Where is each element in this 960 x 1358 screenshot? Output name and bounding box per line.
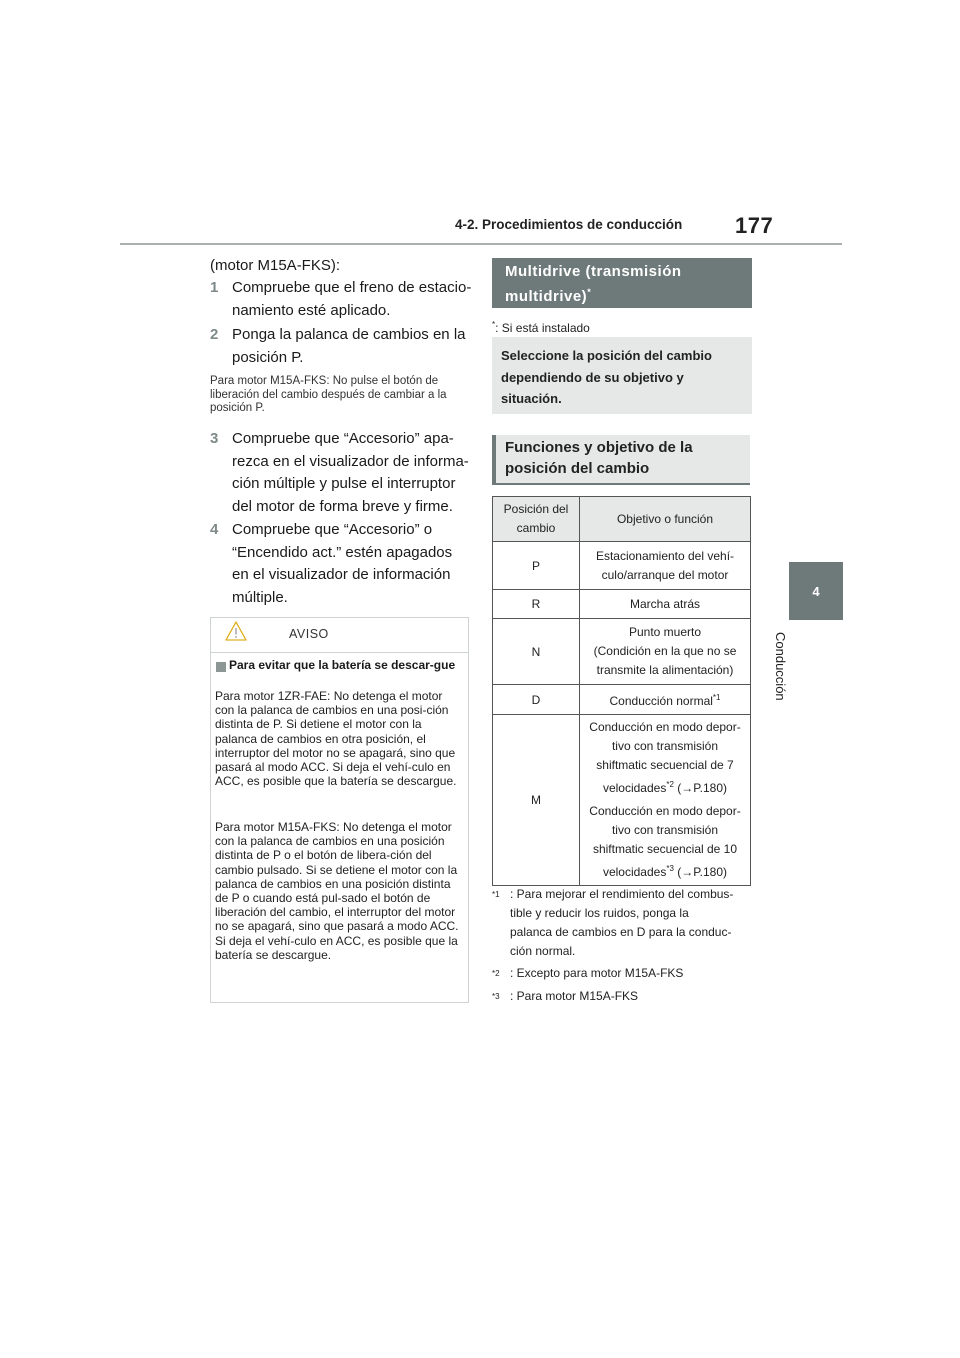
step-line: Compruebe que el freno de estacio- xyxy=(232,279,472,296)
footnote-key: *1 xyxy=(492,890,500,899)
function-line: shiftmatic secuencial de 7 xyxy=(596,758,734,772)
column-header-function: Objetivo o función xyxy=(580,497,751,542)
warning-heading: Para evitar que la batería se descar-gue xyxy=(229,658,456,672)
footnote-line: ción normal. xyxy=(510,944,576,958)
warning-header xyxy=(211,618,468,652)
step-line: rezca en el visualizador de informa- xyxy=(232,452,469,470)
footnote-mark: * xyxy=(587,287,592,297)
step-line: ción múltiple y pulse el interruptor xyxy=(232,475,456,492)
step-line: en el visualizador de información xyxy=(232,566,451,583)
gear-position-table xyxy=(492,496,751,886)
footnote-key: *2 xyxy=(492,969,500,978)
function-cell xyxy=(580,715,751,886)
table-row xyxy=(493,590,751,619)
footnote-key: *3 xyxy=(492,992,500,1001)
warning-divider xyxy=(211,652,468,653)
function-line: tivo con transmisión xyxy=(611,823,719,837)
footnote-line: : Excepto para motor M15A-FKS xyxy=(510,966,684,980)
step-number: 4 xyxy=(210,521,219,538)
step-line: del motor de forma breve y firme. xyxy=(232,497,453,515)
position-cell: D xyxy=(493,685,580,715)
function-cell xyxy=(580,685,751,715)
warning-paragraph-1: Para motor 1ZR-FAE: No detenga el motor con la palanca de cambios en una posi-ción distinta de P. Si detiene el motor con la palanca de cambios en otra posición, el interruptor del motor no se apagará, sino que pasará al modo ACC. Si deja el vehí-culo en ACC, es posible que la batería se descargue. xyxy=(215,689,457,789)
step-line: múltiple. xyxy=(232,588,288,606)
function-line: shiftmatic secuencial de 10 xyxy=(592,842,738,856)
function-line: (Condición en la que no se xyxy=(593,644,737,658)
select-line: situación. xyxy=(501,391,562,406)
table-header-row xyxy=(493,497,751,542)
step-number: 3 xyxy=(210,430,219,447)
install-note-text: : Si está instalado xyxy=(495,321,590,335)
install-note xyxy=(492,320,590,335)
select-line: Seleccione la posición del cambio xyxy=(501,348,712,363)
function-line: velocidades xyxy=(602,781,667,795)
footnote-mark: *3 xyxy=(666,864,674,873)
table-row xyxy=(493,619,751,685)
position-cell: N xyxy=(493,619,580,685)
footnote-line: : Para mejorar el rendimiento del combus- xyxy=(510,887,734,901)
function-line: Conducción normal xyxy=(609,694,713,708)
chapter-label-text: Conducción xyxy=(773,632,788,701)
function-line: Conducción en modo depor- xyxy=(589,804,741,818)
function-cell xyxy=(580,542,751,590)
function-cell: Marcha atrás xyxy=(580,590,751,619)
functions-title-line: Funciones y objetivo de la xyxy=(505,439,693,456)
step-line: Compruebe que “Accesorio” o xyxy=(232,521,433,538)
warning-title: AVISO xyxy=(289,627,329,641)
footnote-line: : Para motor M15A-FKS xyxy=(510,989,639,1003)
page-reference-link[interactable]: (→P.180) xyxy=(673,781,728,795)
chapter-tab[interactable]: 4 xyxy=(789,562,843,620)
functions-title-line: posición del cambio xyxy=(505,460,650,477)
function-line: culo/arranque del motor xyxy=(601,567,729,582)
step-line: namiento esté aplicado. xyxy=(232,301,391,319)
step-line: Compruebe que “Accesorio” apa- xyxy=(232,430,454,447)
table-row xyxy=(493,715,751,886)
multidrive-title-line-1: Multidrive (transmisión xyxy=(505,263,682,280)
warning-triangle-icon xyxy=(225,621,247,641)
function-line: tivo con transmisión xyxy=(611,739,719,753)
page-reference-link[interactable]: (→P.180) xyxy=(673,865,728,879)
footnote-line: tible y reducir los ruidos, ponga la xyxy=(510,906,689,920)
function-line: Estacionamiento del vehí- xyxy=(595,548,735,563)
step-line: “Encendido act.” estén apagados xyxy=(232,543,453,561)
table-row xyxy=(493,542,751,590)
select-line: dependiendo de su objetivo y xyxy=(501,369,684,385)
select-position-box xyxy=(492,337,752,414)
function-line: Conducción en modo depor- xyxy=(589,720,741,734)
step-line: Ponga la palanca de cambios en la xyxy=(232,326,466,343)
position-cell: P xyxy=(493,542,580,590)
step-note: Para motor M15A-FKS: No pulse el botón de liberación del cambio después de cambiar a la posición P. xyxy=(210,375,447,414)
step-number: 2 xyxy=(210,326,219,343)
chapter-label xyxy=(773,630,806,710)
warning-paragraph-2: Para motor M15A-FKS: No detenga el motor con la palanca de cambios en una posición distinta de P o el botón de libera-ción del cambio pulsado. Si se detiene el motor con la palanca de cambios en una posición distinta de P o cuando está pul-sado el botón de liberación del cambio, el interruptor del motor no se apagará, sino que pasará a modo ACC. Si deja el vehí-culo en ACC, es posible que la batería se descargue. xyxy=(215,820,459,962)
position-cell: R xyxy=(493,590,580,619)
column-header-position: Posición del cambio xyxy=(493,497,580,542)
header-divider xyxy=(120,243,842,245)
footnote-line: palanca de cambios en D para la conduc- xyxy=(510,925,732,939)
function-line: Punto muerto xyxy=(628,625,702,639)
function-cell xyxy=(580,619,751,685)
footnote-mark: * xyxy=(492,320,496,329)
functions-heading xyxy=(492,435,750,485)
footnote-mark: *1 xyxy=(712,693,721,702)
table-row xyxy=(493,685,751,715)
section-title: 4-2. Procedimientos de conducción xyxy=(455,217,683,232)
intro-text: (motor M15A-FKS): xyxy=(210,257,341,274)
position-cell: M xyxy=(493,715,580,886)
bullet-square-icon xyxy=(216,662,226,672)
step-number: 1 xyxy=(210,279,219,296)
footnote-mark: *2 xyxy=(666,780,674,789)
multidrive-heading xyxy=(492,258,752,308)
multidrive-title-line-2: multidrive) xyxy=(505,288,588,305)
warning-box xyxy=(210,617,469,1003)
page-number: 177 xyxy=(735,213,774,238)
function-line: velocidades xyxy=(602,865,667,879)
step-line: posición P. xyxy=(232,348,304,366)
function-line: transmite la alimentación) xyxy=(596,663,734,677)
